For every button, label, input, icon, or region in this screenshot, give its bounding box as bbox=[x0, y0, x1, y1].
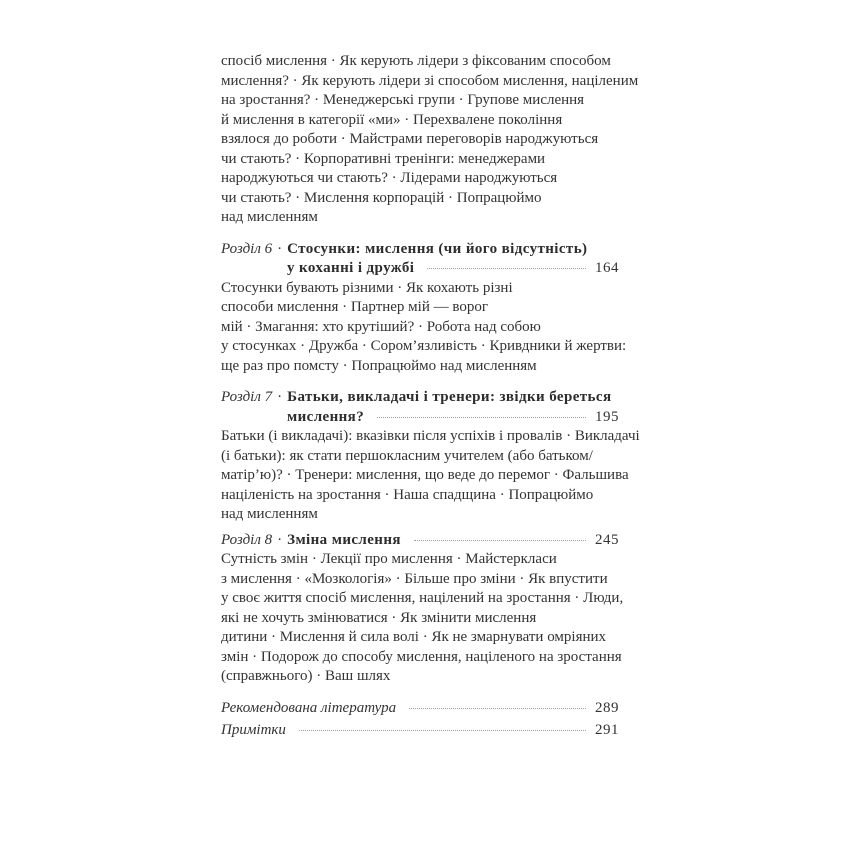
chapter-label: Розділ 7 bbox=[221, 389, 273, 405]
summary-line: Стосунки бувають різними · Як кохають різні bbox=[221, 279, 513, 296]
label-title-separator: · bbox=[277, 389, 283, 405]
summary-line: (справжнього) · Ваш шлях bbox=[221, 668, 391, 684]
label-title-separator: · bbox=[277, 531, 283, 548]
chapter-8-heading bbox=[221, 531, 619, 551]
chapter-5-summary-continuation bbox=[221, 52, 639, 228]
chapter-8-summary bbox=[221, 550, 624, 687]
summary-line: матір’ю)? · Тренери: мислення, що веде до перемог · Фальшива bbox=[221, 467, 629, 483]
dot-leader bbox=[299, 730, 586, 731]
chapter-6-summary bbox=[221, 279, 627, 377]
chapter-title-wrap: мислення? bbox=[287, 408, 365, 425]
summary-line: чи стають? · Корпоративні тренінги: менеджерами bbox=[221, 150, 546, 167]
chapter-7-heading-line2 bbox=[221, 408, 619, 428]
dot-leader bbox=[377, 417, 586, 418]
chapter-6-heading bbox=[221, 240, 619, 279]
summary-line: ще раз про помсту · Попрацюймо над мисленням bbox=[221, 357, 537, 374]
summary-line: взялося до роботи · Майстрами переговорів народжуються bbox=[221, 131, 599, 147]
chapter-7-heading bbox=[221, 388, 619, 427]
summary-line: над мисленням bbox=[221, 209, 318, 225]
summary-line: спосіб мислення · Як керують лідери з фіксованим способом bbox=[221, 53, 611, 69]
page-number: 291 bbox=[595, 721, 619, 738]
summary-line: чи стають? · Мислення корпорацій · Попрацюймо bbox=[221, 189, 542, 206]
chapter-7-summary bbox=[221, 427, 640, 525]
summary-line: Сутність змін · Лекції про мислення · Майстеркласи bbox=[221, 551, 557, 567]
summary-line: над мисленням bbox=[221, 506, 318, 522]
chapter-7-heading-line1 bbox=[221, 388, 619, 408]
page-number: 289 bbox=[595, 699, 619, 716]
chapter-title: Стосунки: мислення (чи його відсутність) bbox=[287, 240, 588, 257]
backmatter-label: Рекомендована література bbox=[221, 699, 397, 716]
summary-line: у стосунках · Дружба · Сором’язливість · Кривдники й жертви: bbox=[221, 338, 627, 354]
summary-line: (і батьки): як стати першокласним учителем (або батьком/ bbox=[221, 447, 593, 464]
summary-line: у своє життя спосіб мислення, націлений на зростання · Люди, bbox=[221, 590, 624, 606]
page-number: 195 bbox=[595, 408, 619, 425]
summary-line: способи мислення · Партнер мій — ворог bbox=[221, 299, 488, 315]
summary-line: націленість на зростання · Наша спадщина · Попрацюймо bbox=[221, 486, 594, 503]
summary-line: дитини · Мислення й сила волі · Як не змарнувати омріяних bbox=[221, 629, 607, 645]
chapter-label: Розділ 8 bbox=[221, 531, 273, 548]
chapter-label: Розділ 6 bbox=[221, 240, 273, 257]
summary-line: мислення? · Як керують лідери зі способом мислення, націленим bbox=[221, 72, 639, 89]
dot-leader bbox=[414, 540, 586, 541]
dot-leader bbox=[409, 708, 586, 709]
summary-line: змін · Подорож до способу мислення, націленого на зростання bbox=[221, 648, 622, 665]
chapter-6-heading-line1 bbox=[221, 240, 619, 260]
summary-line: з мислення · «Мозкологія» · Більше про зміни · Як впустити bbox=[221, 570, 608, 587]
summary-line: й мислення в категорії «ми» · Перехвалене покоління bbox=[221, 111, 563, 128]
page-number: 245 bbox=[595, 531, 619, 548]
label-title-separator: · bbox=[277, 240, 283, 257]
backmatter-recommended-literature bbox=[221, 699, 619, 719]
chapter-title: Батьки, викладачі і тренери: звідки береться bbox=[287, 389, 612, 405]
chapter-6-heading-line2 bbox=[221, 259, 619, 279]
dot-leader bbox=[427, 268, 586, 269]
backmatter-notes bbox=[221, 721, 619, 741]
summary-line: на зростання? · Менеджерські групи · Групове мислення bbox=[221, 92, 585, 108]
summary-line: Батьки (і викладачі): вказівки після успіхів і провалів · Викладачі bbox=[221, 428, 640, 444]
backmatter-entries bbox=[221, 699, 619, 741]
toc-column bbox=[221, 52, 640, 740]
chapter-title-wrap: у коханні і дружбі bbox=[287, 260, 415, 276]
chapter-8-heading-line bbox=[221, 531, 619, 551]
summary-line: які не хочуть змінюватися · Як змінити мислення bbox=[221, 609, 537, 626]
summary-line: мій · Змагання: хто крутіший? · Робота над собою bbox=[221, 318, 541, 335]
backmatter-label: Примітки bbox=[221, 721, 286, 738]
page-number: 164 bbox=[595, 260, 619, 276]
chapter-title: Зміна мислення bbox=[287, 531, 401, 548]
summary-line: народжуються чи стають? · Лідерами народжуються bbox=[221, 170, 558, 186]
